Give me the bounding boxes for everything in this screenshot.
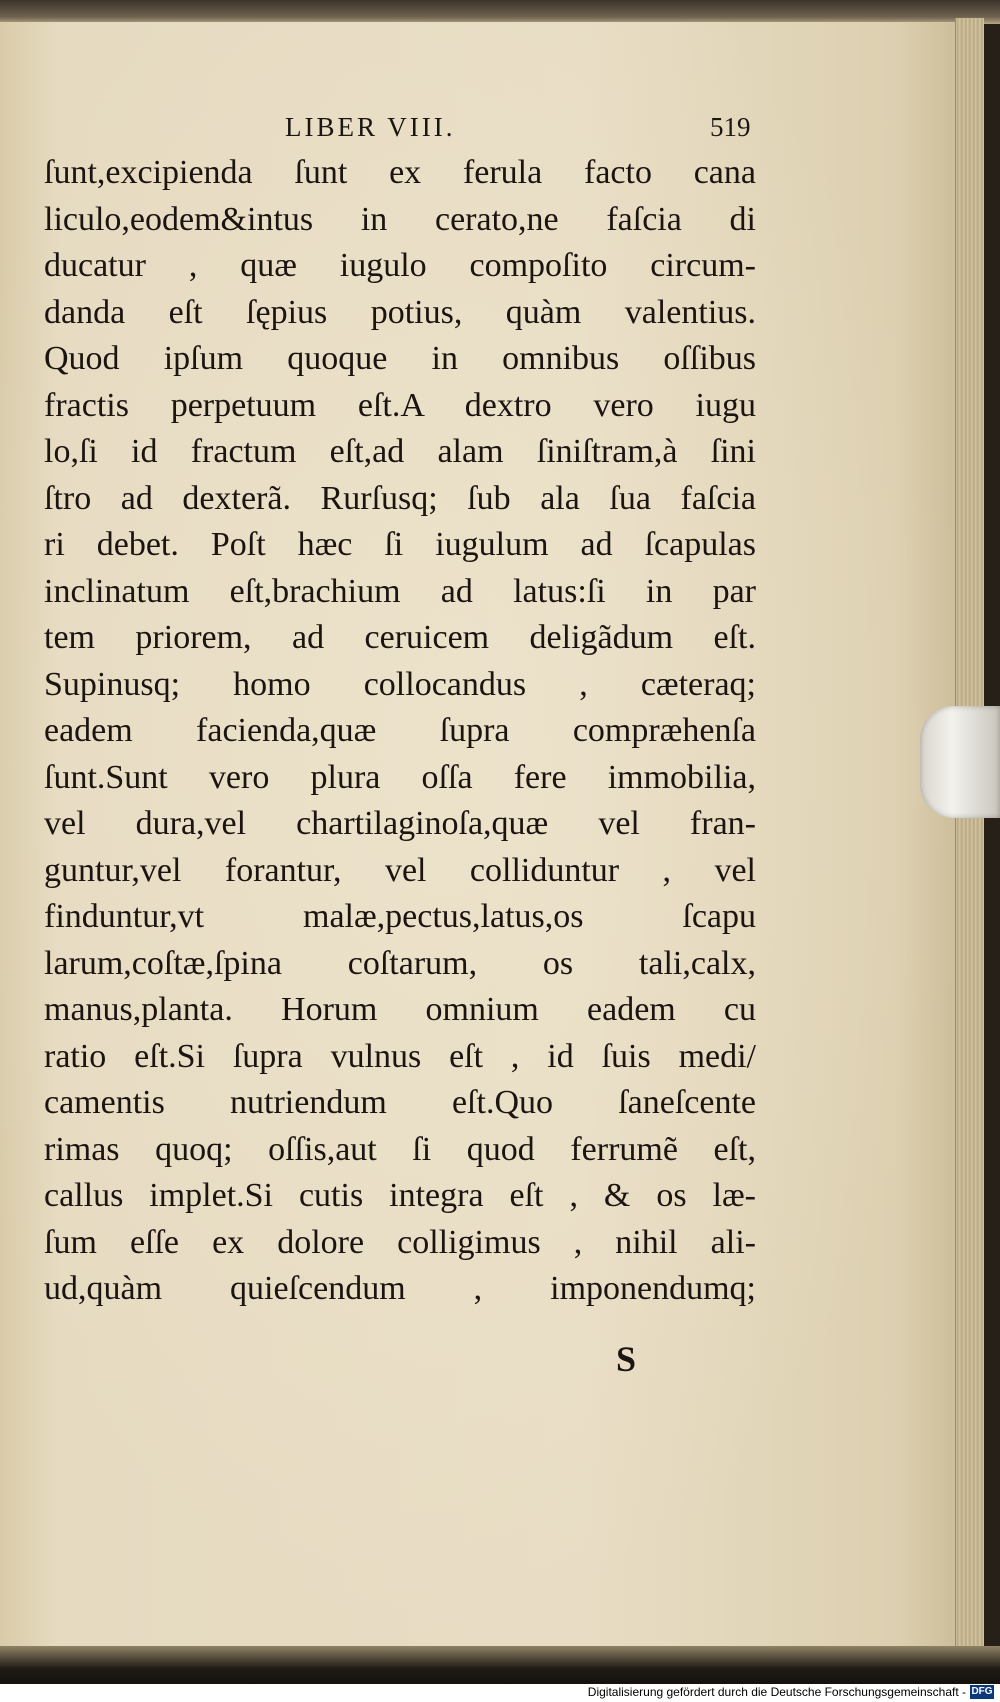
text-line: fractis perpetuum eſt.A dextro vero iugu: [44, 386, 756, 424]
signature-mark: S: [616, 1339, 637, 1379]
body-text: [44, 150, 756, 1313]
text-line: Supinusq; homo collocandus , cæteraq;: [44, 665, 756, 703]
text-line: finduntur,vt malæ,pectus,latus,os ſcapu: [44, 898, 756, 935]
dfg-logo: DFG: [971, 1686, 993, 1697]
running-head: [40, 112, 760, 152]
text-line: danda eſt ſępius potius, quàm valentius.: [44, 293, 756, 331]
text-line: ſum eſſe ex dolore colligimus , nihil ali-: [44, 1223, 756, 1261]
page-number: 519: [710, 112, 751, 142]
text-line: ſtro ad dexterã. Rurſusq; ſub ala ſua faſcia: [44, 479, 756, 517]
text-line: ducatur , quæ iugulo compoſito circum-: [44, 247, 756, 284]
text-line: Quod ipſum quoque in omnibus oſſibus: [44, 340, 756, 377]
text-line: ud,quàm quieſcendum , imponendumq;: [44, 1270, 756, 1307]
text-line: ſunt,excipienda ſunt ex ferula facto cana: [44, 154, 756, 191]
footer-credit: Digitalisierung gefördert durch die Deutsche Forschungsgemeinschaft -: [587, 1685, 966, 1699]
page-fore-edge: [955, 18, 984, 1654]
text-line: ri debet. Poſt hæc ſi iugulum ad ſcapulas: [44, 526, 756, 563]
book-top-edge: [0, 0, 1000, 24]
text-line: tem priorem, ad ceruicem deligãdum eſt.: [44, 619, 756, 656]
text-line: larum,coſtæ,ſpina coſtarum, os tali,calx,: [44, 944, 756, 982]
page-clip: [920, 706, 1000, 818]
text-line: guntur,vel forantur, vel colliduntur , vel: [44, 851, 756, 889]
text-line: eadem facienda,quæ ſupra compræhenſa: [44, 712, 756, 749]
text-line: callus implet.Si cutis integra eſt , & os læ-: [44, 1177, 756, 1214]
text-line: ratio eſt.Si ſupra vulnus eſt , id ſuis medi/: [44, 1037, 756, 1075]
text-line: liculo,eodem&intus in cerato,ne faſcia di: [44, 200, 756, 238]
text-line: lo,ſi id fractum eſt,ad alam ſiniſtram,à ſini: [44, 433, 756, 470]
text-line: camentis nutriendum eſt.Quo ſaneſcente: [44, 1084, 756, 1121]
text-line: manus,planta. Horum omnium eadem cu: [44, 991, 756, 1028]
book-bottom-edge: [0, 1646, 1000, 1684]
running-head-title: LIBER VIII.: [285, 112, 456, 142]
text-line: inclinatum eſt,brachium ad latus:ſi in par: [44, 572, 756, 610]
text-line: vel dura,vel chartilaginoſa,quæ vel fran-: [44, 805, 756, 842]
text-line: rimas quoq; oſſis,aut ſi quod ferrumẽ eſt,: [44, 1130, 756, 1168]
text-line: ſunt.Sunt vero plura oſſa fere immobilia,: [44, 758, 756, 796]
